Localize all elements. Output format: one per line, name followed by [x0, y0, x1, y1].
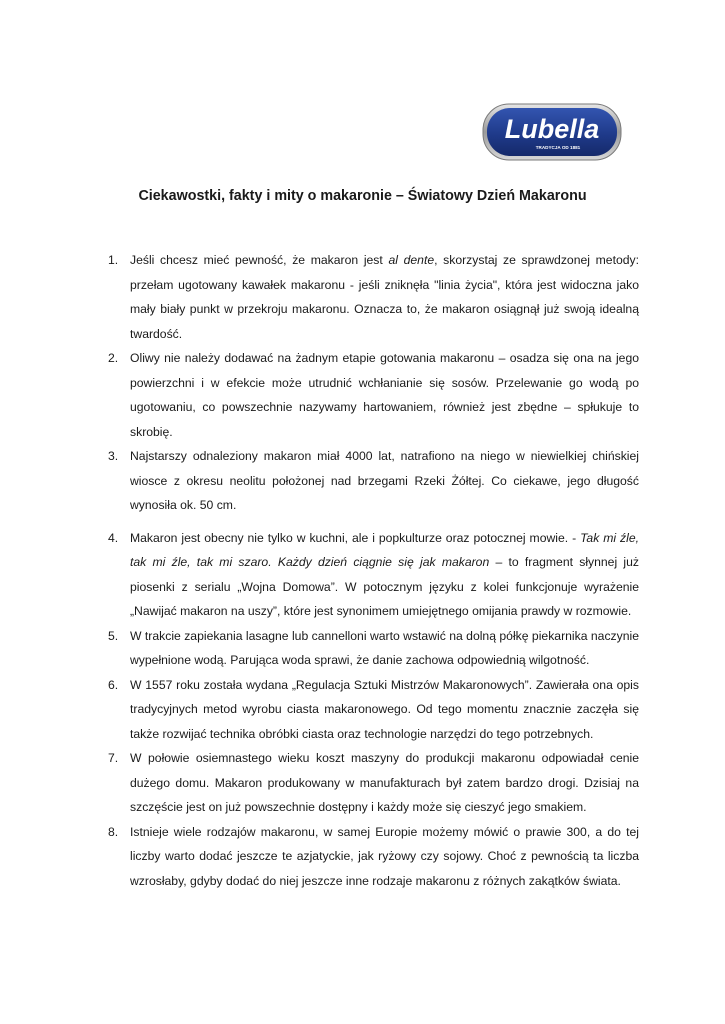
- list-item: [108, 248, 639, 346]
- list-item: [108, 624, 639, 673]
- text-run: Jeśli chcesz mieć pewność, że makaron jest: [130, 253, 389, 267]
- list-item-number: 1.: [108, 253, 119, 267]
- list-item-number: 2.: [108, 351, 119, 365]
- list-item-text: W 1557 roku została wydana „Regulacja Sztuki Mistrzów Makaronowych”. Zawierała ona opis tradycyjnych metod wyrobu ciasta makaronowego. Od tego momentu znacznie zaczęła się także rozwijać technika obróbki ciasta oraz technologie narzędzi do tego potrzebnych.: [130, 677, 639, 741]
- list-item-number: 7.: [108, 751, 119, 765]
- list-item-text: Najstarszy odnaleziony makaron miał 4000 lat, natrafiono na niego w niewielkiej chińskiej wiosce z okresu neolitu położonej nad brzegami Rzeki Żółtej. Co ciekawe, jego długość wynosiła ok. 50 cm.: [130, 449, 639, 512]
- text-run: , skorzystaj ze sprawdzonej metody: przełam ugotowany kawałek makaronu - jeśli zniknęła "linia życia", która jest widoczna jako mały biały punkt w przekroju makaronu. Oznacza to, że makaron osiągnął już swoją idealną twardość.: [130, 253, 639, 341]
- italic-text: al dente: [388, 253, 435, 267]
- list-item-text: W połowie osiemnastego wieku koszt maszyny do produkcji makaronu odpowiadał cenie dużego domu. Makaron produkowany w manufakturach był zatem bardzo drogi. Dzisiaj na szczęście jest on już powszechnie dostępny i każdy może się cieszyć jego smakiem.: [130, 751, 639, 814]
- list-item-number: 6.: [108, 677, 119, 692]
- lubella-logo: [482, 103, 622, 161]
- list-item: [108, 673, 639, 747]
- italic-text: Tak mi źle, tak mi źle, tak mi szaro. Każdy dzień ciągnie się jak makaron: [130, 530, 639, 569]
- list-item: [108, 746, 639, 820]
- logo-tagline: TRADYCJA OD 1881: [535, 145, 581, 150]
- list-item-text: W trakcie zapiekania lasagne lub cannelloni warto wstawić na dolną półkę piekarnika naczynie wypełnione wodą. Parująca woda sprawi, że danie zachowa odpowiednią wilgotność.: [130, 628, 639, 667]
- list-item-text: [130, 248, 639, 346]
- page-title: Ciekawostki, fakty i mity o makaronie – Światowy Dzień Makaronu: [138, 188, 587, 204]
- list-item: [108, 526, 639, 624]
- list-item-text: Oliwy nie należy dodawać na żadnym etapie gotowania makaronu – osadza się ona na jego powierzchni i w efekcie może utrudnić wchłanianie się sosów. Przelewanie go wodą po ugotowaniu, co powszechnie nazywamy hartowaniem, również jest zbędne – spłukuje to skrobię.: [130, 351, 639, 439]
- logo-wordmark: Lubella: [504, 114, 600, 144]
- list-item-number: 8.: [108, 824, 119, 839]
- text-run: – to fragment słynnej już piosenki z serialu „Wojna Domowa”. W potocznym języku z kolei funkcjonuje wyrażenie „Nawijać makaron na uszy”, które jest synonimem umiejętnego omijania prawdy w rozmowie.: [130, 555, 639, 618]
- list-item-text: Istnieje wiele rodzajów makaronu, w samej Europie możemy mówić o prawie 300, a do tej liczby warto dodać jeszcze te azjatyckie, jak ryżowy czy sojowy. Choć z pewnością ta liczba wzrosłaby, gdyby dodać do niej jeszcze inne rodzaje makaronu z różnych zakątków świata.: [130, 824, 639, 888]
- list-item: [108, 820, 639, 894]
- list-item-number: 3.: [108, 449, 119, 463]
- text-run: Makaron jest obecny nie tylko w kuchni, ale i popkulturze oraz potocznej mowie. -: [130, 530, 581, 545]
- list-item-text: [130, 526, 639, 624]
- list-item: [108, 346, 639, 444]
- list-item: [108, 444, 639, 518]
- facts-list: [108, 248, 639, 893]
- list-item-number: 5.: [108, 628, 119, 643]
- list-item-number: 4.: [108, 530, 119, 545]
